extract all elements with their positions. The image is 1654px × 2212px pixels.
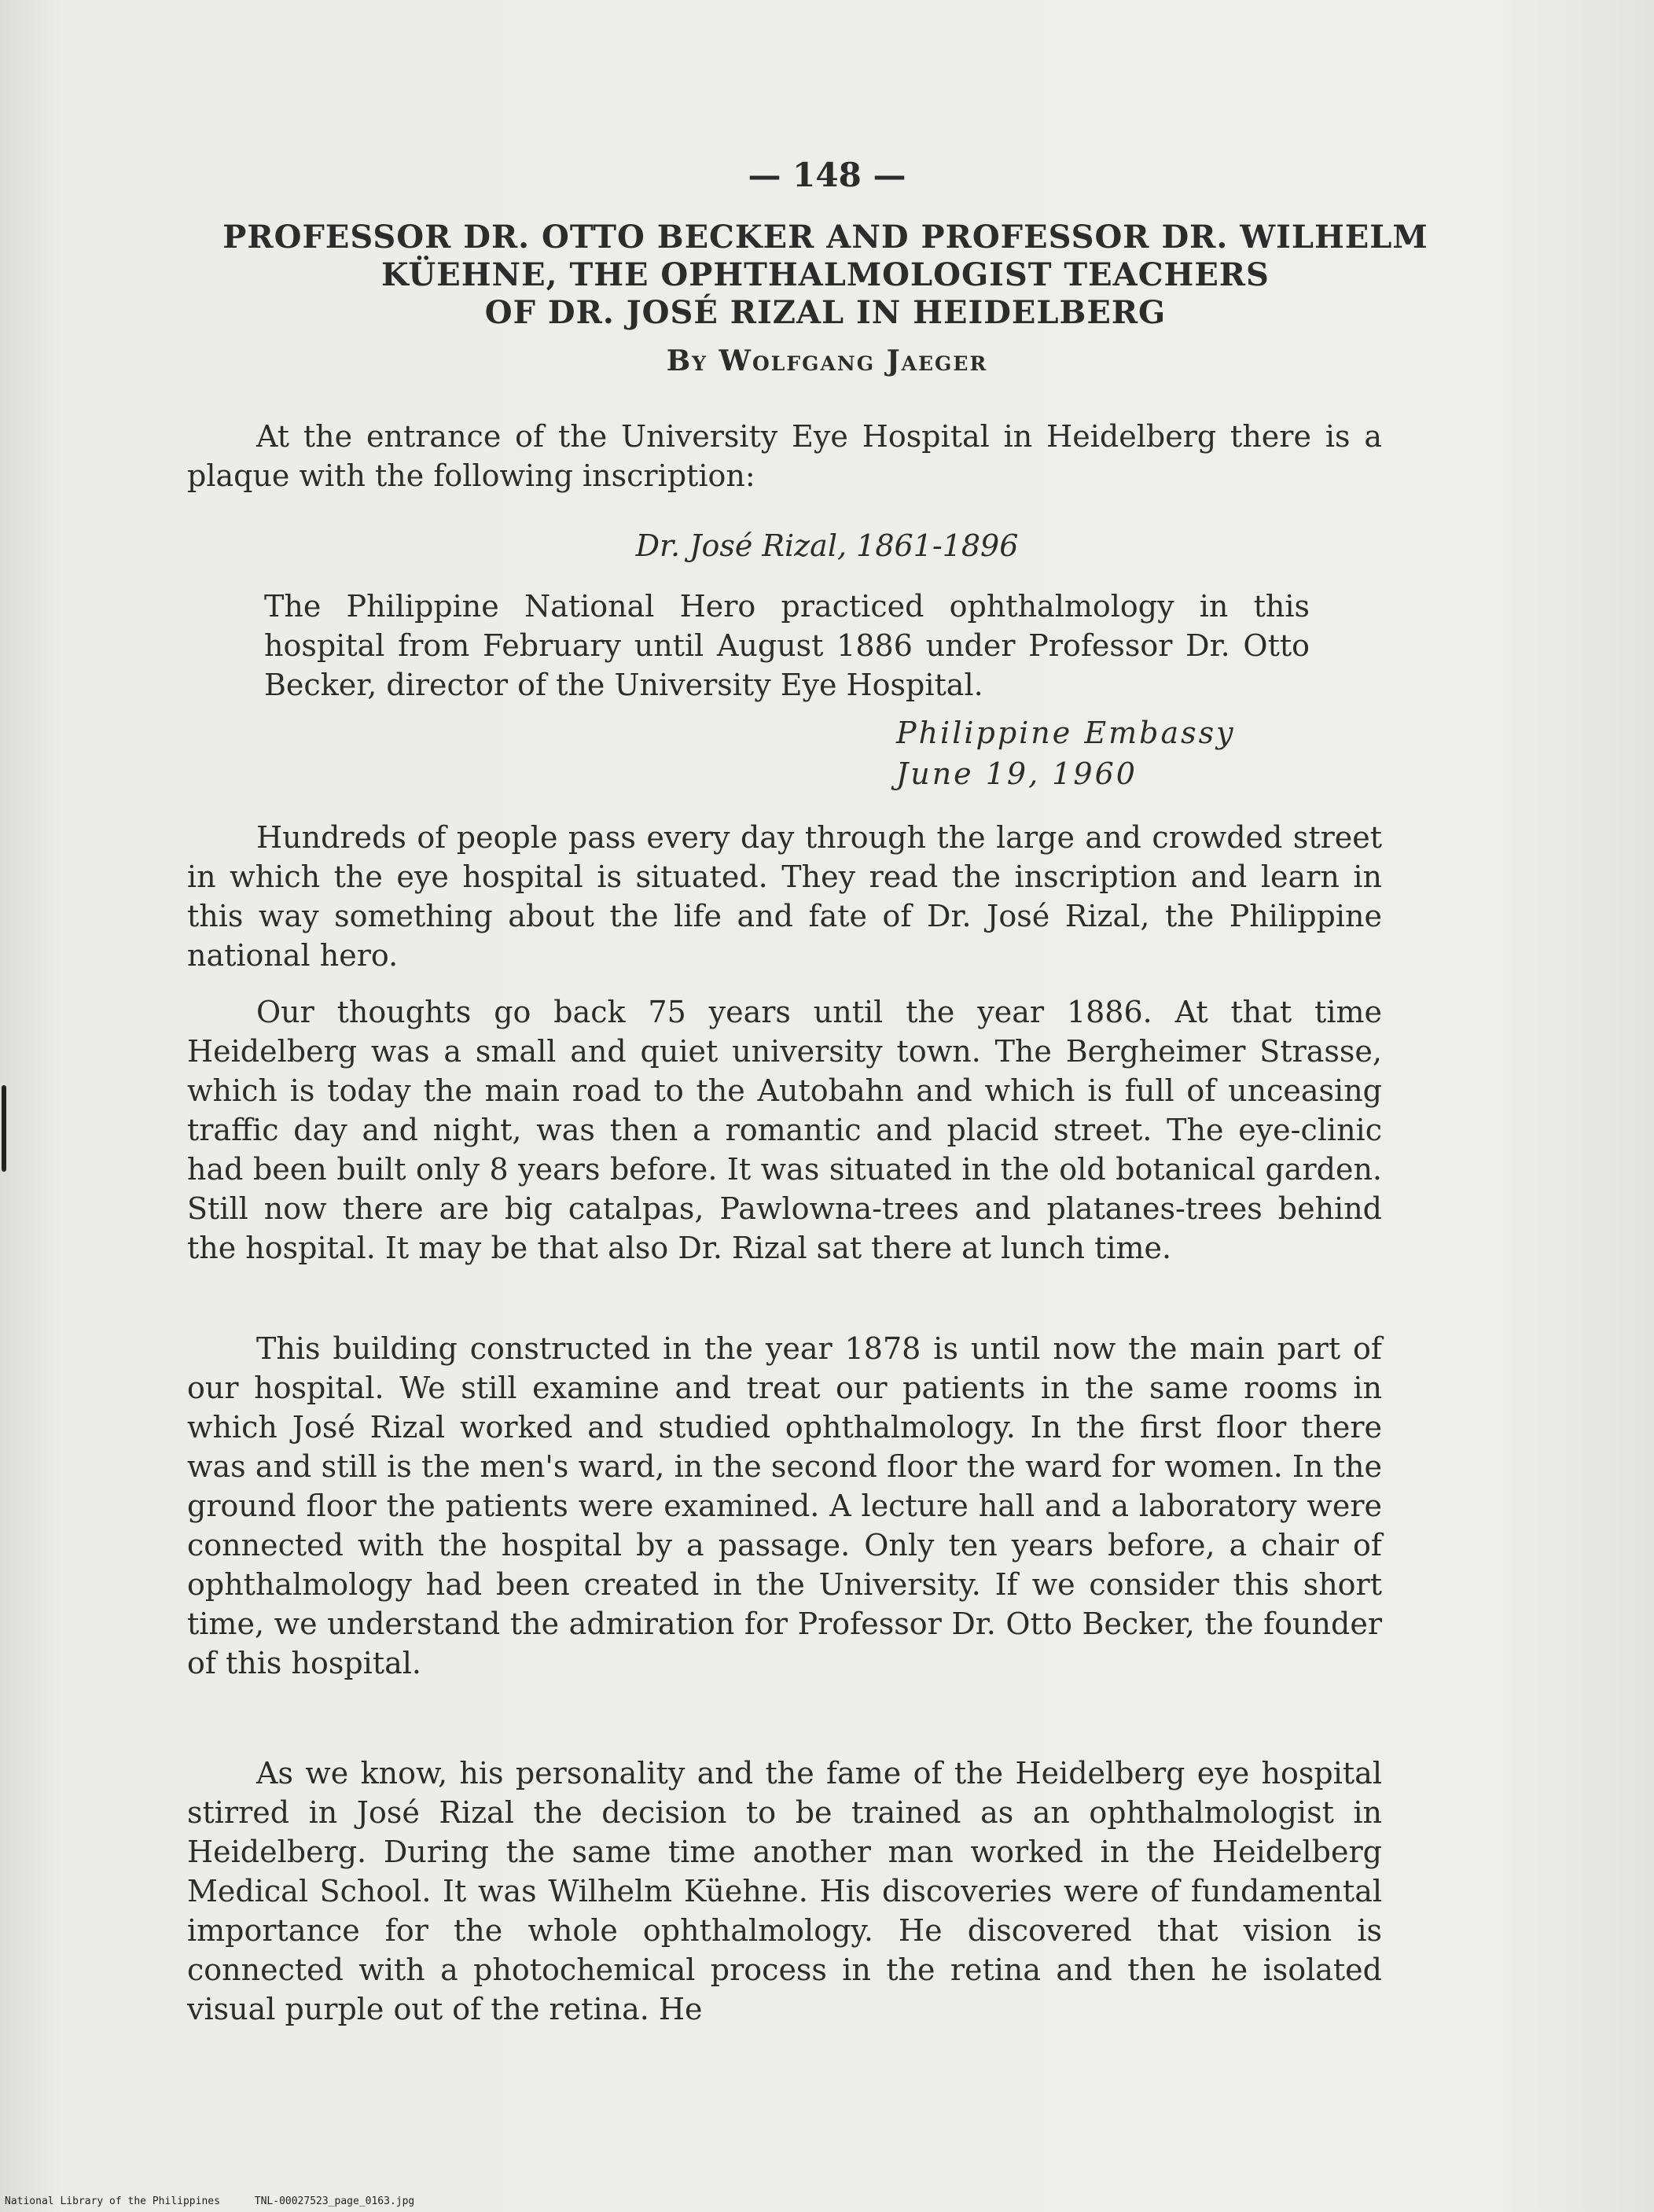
- plaque-text: The Philippine National Hero practiced ophthalmology in this hospital from February until August 1886 under Professor Dr. Otto Becker, director of the University Eye Hospital.: [264, 589, 1310, 702]
- paragraph-1-text: Hundreds of people pass every day through the large and crowded street in which the eye hospital is situated. They read the inscription and learn in this way something about the life and fate of Dr. José Rizal, the Philippine national hero.: [187, 820, 1382, 973]
- intro-text: At the entrance of the University Eye Hospital in Heidelberg there is a plaque with the following inscription:: [187, 419, 1382, 493]
- title-line-3: OF DR. JOSÉ RIZAL IN HEIDELBERG: [484, 294, 1167, 331]
- intro-paragraph: [187, 417, 1382, 495]
- paragraph-2-text: Our thoughts go back 75 years until the year 1886. At that time Heidelberg was a small and quiet university town. The Bergheimer Strasse, which is today the main road to the Autobahn and which is full of unceasing traffic day and night, was then a romantic and placid street. The eye-clinic had been built only 8 years before. It was situated in the old botanical garden. Still now there are big catalpas, Pawlowna-trees and platanes-trees behind the hospital. It may be that also Dr. Rizal sat there at lunch time.: [187, 995, 1382, 1265]
- plaque-signature-embassy: Philippine Embassy: [896, 716, 1236, 750]
- article-title: [157, 219, 1494, 332]
- page-number: — 148 —: [748, 156, 906, 194]
- binding-edge-mark: [2, 1085, 6, 1172]
- plaque-heading: Dr. José Rizal, 1861-1896: [635, 528, 1019, 563]
- plaque-signature-date: June 19, 1960: [896, 756, 1138, 791]
- paragraph-4: [187, 1754, 1382, 2029]
- title-line-1: PROFESSOR DR. OTTO BECKER AND PROFESSOR DR. WILHELM: [222, 219, 1428, 256]
- paragraph-3-text: This building constructed in the year 1878 is until now the main part of our hospital. We still examine and treat our patients in the same rooms in which José Rizal worked and studied ophthalmology. In the first floor there was and still is the men's ward, in the second floor the ward for women. In the ground floor the patients were examined. A lecture hall and a laboratory were connected with the hospital by a passage. Only ten years before, a chair of ophthalmology had been created in the University. If we consider this short time, we understand the admiration for Professor Dr. Otto Becker, the founder of this hospital.: [187, 1331, 1382, 1680]
- author-byline: By Wolfgang Jaeger: [666, 344, 988, 377]
- footer-library: National Library of the Philippines: [5, 2195, 220, 2207]
- paragraph-4-text: As we know, his personality and the fame of the Heidelberg eye hospital stirred in José Rizal the decision to be trained as an ophthalmologist in Heidelberg. During the same time another man worked in the Heidelberg Medical School. It was Wilhelm Küehne. His discoveries were of fundamental importance for the whole ophthalmology. He discovered that vision is connected with a photochemical process in the retina and then he isolated visual purple out of the retina. He: [187, 1756, 1382, 2026]
- title-line-2: KÜEHNE, THE OPHTHALMOLOGIST TEACHERS: [381, 256, 1270, 293]
- scan-footer: [5, 2195, 443, 2207]
- paragraph-2: [187, 992, 1382, 1268]
- paragraph-3: [187, 1329, 1382, 1683]
- footer-file: TNL-00027523_page_0163.jpg: [254, 2195, 415, 2207]
- paragraph-1: [187, 818, 1382, 975]
